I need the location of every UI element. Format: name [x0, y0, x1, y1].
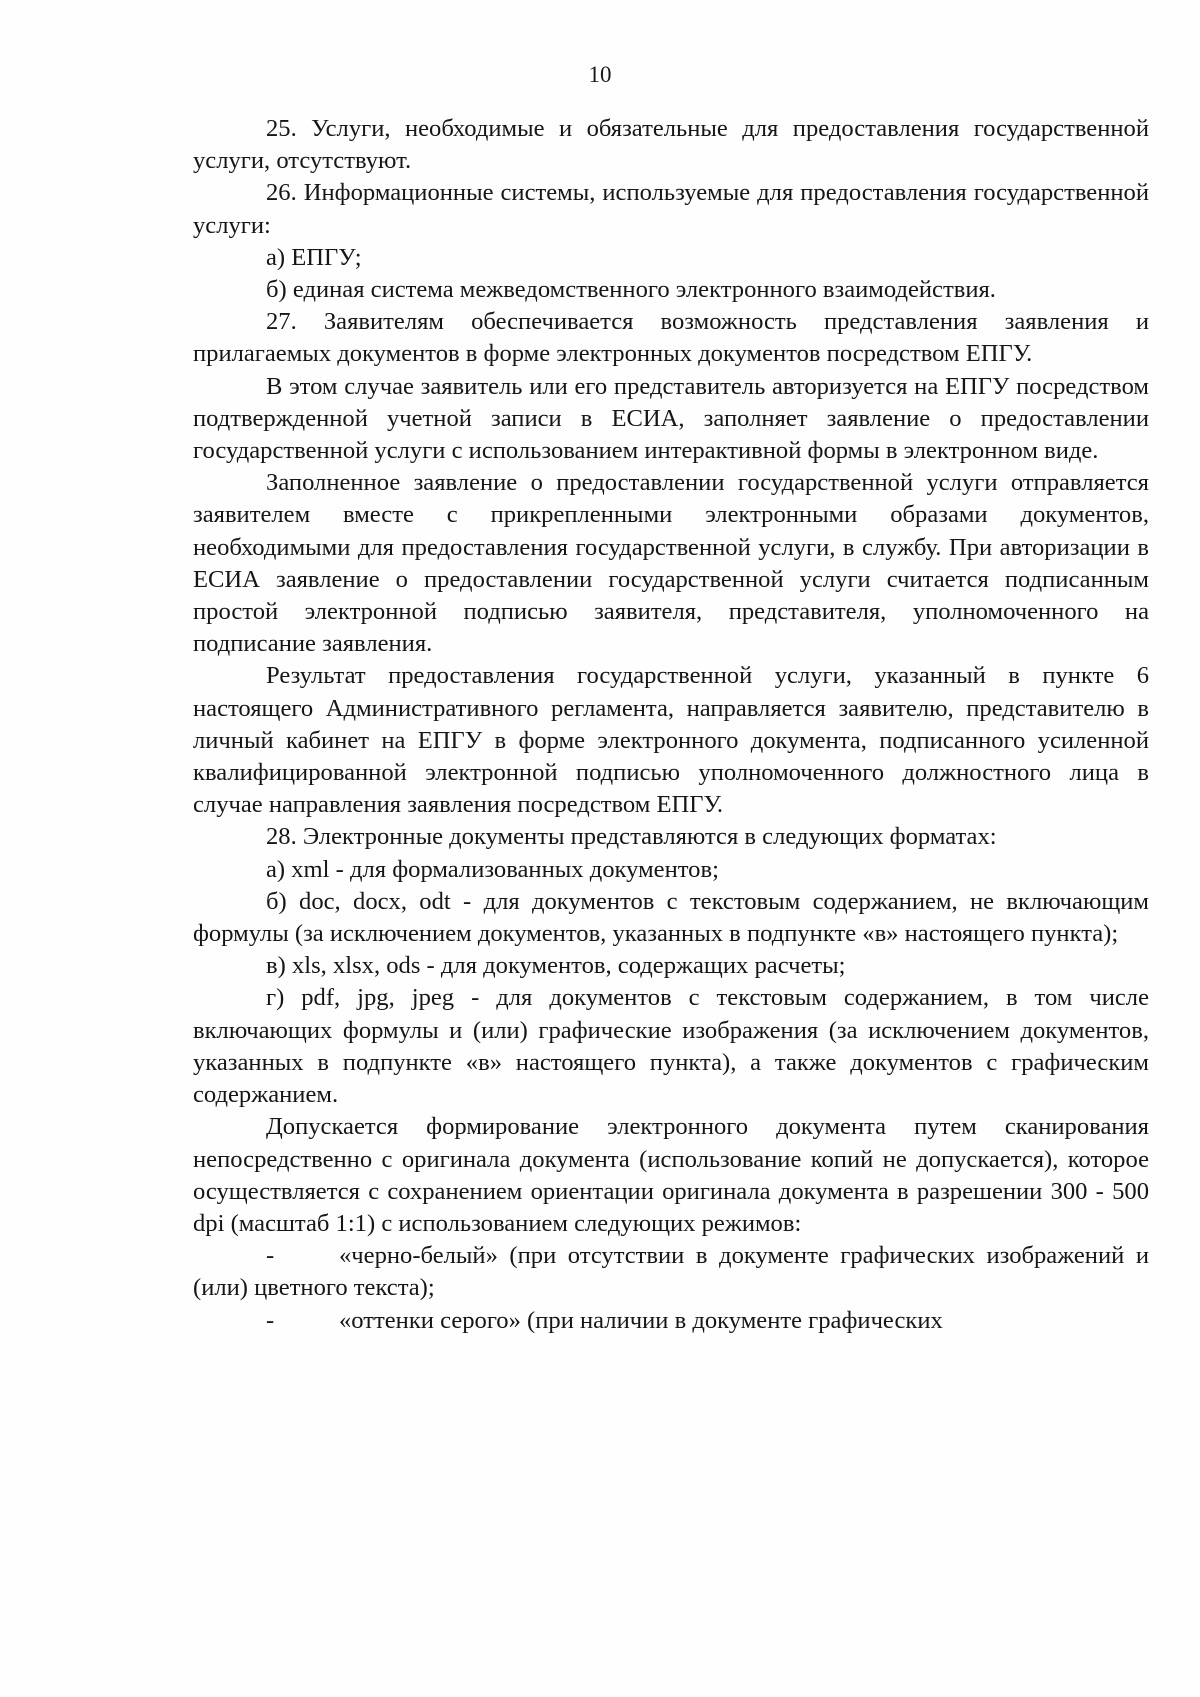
- paragraph-27-submission: Заполненное заявление о предоставлении государственной услуги отправляется заявителем вместе с прикрепленными электронными образами документов, необходимыми для предоставления государственной услуги, в службу. При авторизации в ЕСИА заявление о предоставлении государственной услуги считается подписанным простой электронной подписью заявителя, представителя, уполномоченного на подписание заявления.: [193, 469, 1149, 658]
- paragraph-27: 27. Заявителям обеспечивается возможность представления заявления и прилагаемых документов в форме электронных документов посредством ЕПГУ.: [193, 308, 1149, 368]
- document-body: [193, 113, 1149, 1337]
- dash-item-black-white: [193, 1240, 1149, 1304]
- paragraph-28: 28. Электронные документы представляются в следующих форматах:: [266, 823, 997, 851]
- dash-item-text: «оттенки серого» (при наличии в документе графических: [339, 1306, 943, 1334]
- list-item-26b: б) единая система межведомственного электронного взаимодействия.: [266, 276, 996, 304]
- paragraph-25: 25. Услуги, необходимые и обязательные для предоставления государственной услуги, отсутствуют.: [193, 115, 1149, 175]
- dash-marker: -: [266, 1306, 275, 1334]
- paragraph-26: 26. Информационные системы, используемые для предоставления государственной услуги:: [193, 179, 1149, 239]
- dash-item-text: «черно-белый» (при отсутствии в документе графических изображений и (или) цветного текста);: [193, 1242, 1149, 1302]
- paragraph-27-result: Результат предоставления государственной услуги, указанный в пункте 6 настоящего Административного регламента, направляется заявителю, представителю в личный кабинет на ЕПГУ в форме электронного документа, подписанного усиленной квалифицированной электронной подписью уполномоченного должностного лица в случае направления заявления посредством ЕПГУ.: [193, 662, 1149, 819]
- dash-item-grayscale: [193, 1305, 1149, 1337]
- list-item-28v: в) xls, xlsx, ods - для документов, содержащих расчеты;: [266, 952, 846, 980]
- dash-marker: -: [266, 1242, 275, 1270]
- list-item-28b: б) doc, docx, odt - для документов с текстовым содержанием, не включающим формулы (за исключением документов, указанных в подпункте «в» настоящего пункта);: [193, 887, 1149, 948]
- paragraph-scanning: Допускается формирование электронного документа путем сканирования непосредственно с оригинала документа (использование копий не допускается), которое осуществляется с сохранением ориентации оригинала документа в разрешении 300 - 500 dpi (масштаб 1:1) с использованием следующих режимов:: [193, 1113, 1149, 1237]
- list-item-26a: а) ЕПГУ;: [266, 243, 362, 271]
- paragraph-27-authorization: В этом случае заявитель или его представитель авторизуется на ЕПГУ посредством подтвержденной учетной записи в ЕСИА, заполняет заявление о предоставлении государственной услуги с использованием интерактивной формы в электронном виде.: [193, 372, 1149, 465]
- page-number: 10: [588, 62, 612, 87]
- list-item-28g: г) pdf, jpg, jpeg - для документов с текстовым содержанием, в том числе включающих формулы и (или) графические изображения (за исключением документов, указанных в подпункте «в» настоящего пункта), а также документов с графическим содержанием.: [193, 984, 1149, 1109]
- list-item-28a: а) xml - для формализованных документов;: [266, 855, 719, 883]
